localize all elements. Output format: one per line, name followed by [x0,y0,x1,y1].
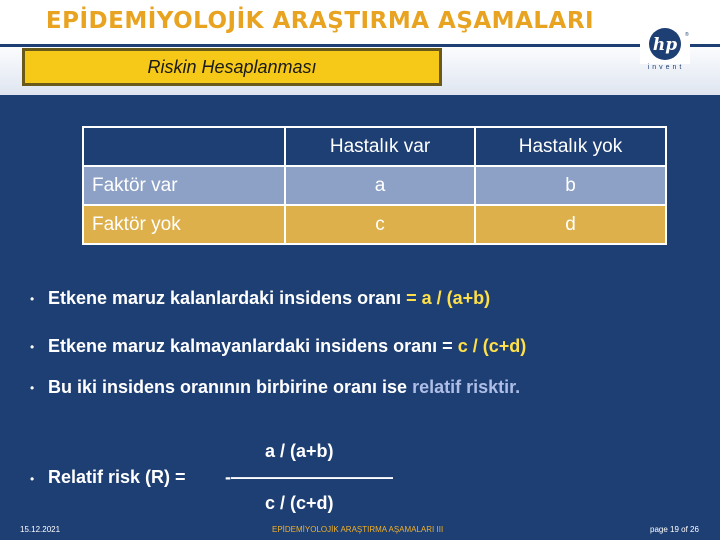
bullet-text: Etkene maruz kalanlardaki insidens oranı [48,288,407,308]
svg-text:®: ® [685,32,689,38]
table-cell: a [285,166,475,205]
bullet-formula: relatif risktir. [412,377,521,397]
table-cell: c [285,205,475,244]
bullet-dot: • [30,381,35,395]
bullet-text: Bu iki insidens oranının birbirine oranı ise [48,377,413,397]
subtitle-box [22,48,442,86]
bullet-item [48,336,526,357]
footer-title: EPİDEMİYOLOJİK ARAŞTIRMA AŞAMALARI III [272,525,444,534]
title-divider [0,44,720,47]
svg-text:hp: hp [652,35,678,55]
subtitle-text: Riskin Hesaplanması [147,56,317,77]
bullet-dot: • [30,340,35,354]
bullet-dot: • [30,292,35,306]
bullet-dot: • [30,472,35,486]
table-header-row [83,127,666,166]
logo-tagline: invent [647,64,685,71]
table-row [83,205,666,244]
table-corner-cell [83,127,285,166]
bullet-formula: c / (c+d) [457,336,527,356]
row-label: Faktör yok [83,205,285,244]
table-row [83,166,666,205]
bullet-text: Etkene maruz kalmayanlardaki insidens oranı = [48,336,458,356]
table-header-cell: Hastalık yok [475,127,666,166]
footer-page: page 19 of 26 [650,525,699,534]
page-title: EPİDEMİYOLOJİK ARAŞTIRMA AŞAMALARI [45,8,595,34]
rr-denominator: c / (c+d) [265,493,334,513]
table-cell: b [475,166,666,205]
table-cell: d [475,205,666,244]
bullet-formula: = a / (a+b) [406,288,491,308]
bullet-item [48,377,520,398]
rr-fraction-bar: -————————— [225,467,393,487]
hp-logo-icon [640,24,690,64]
footer-date: 15.12.2021 [20,525,61,534]
row-label: Faktör var [83,166,285,205]
table-header-cell: Hastalık var [285,127,475,166]
rr-label: Relatif risk (R) = [48,467,186,487]
bullet-item [48,288,490,309]
rr-numerator: a / (a+b) [265,441,334,461]
risk-table [82,126,667,245]
